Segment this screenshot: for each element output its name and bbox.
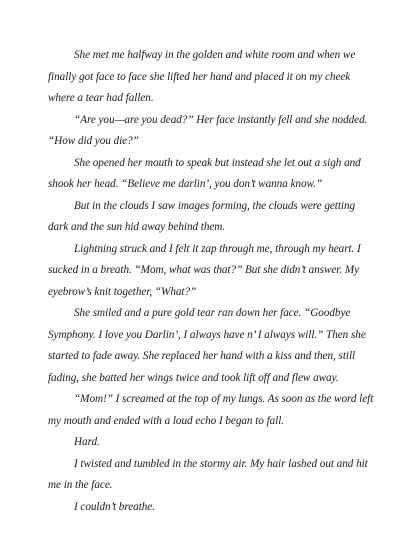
text-line: She smiled and a pure gold tear ran down her face. “Goodbye [74, 307, 351, 319]
text-line: finally got face to face she lifted her hand and placed it on my cheek [48, 70, 351, 83]
text-line: dark and the sun hid away behind them. [48, 221, 226, 233]
text-line: eyebrow’s knit together, “What?” [48, 285, 197, 298]
text-line: started to fade away. She replaced her hand with a kiss and then, still [48, 350, 356, 362]
text-line: “Are you—are you dead?” Her face instantly fell and she nodded. [74, 113, 368, 126]
text-line: where a tear had fallen. [48, 92, 154, 104]
text-line: Symphony. I love you Darlin’, I always have n’ I always will.” Then she [48, 328, 366, 341]
body-text [48, 45, 384, 518]
text-line: shook her head. “Believe me darlin’, you don’t wanna know.” [48, 178, 322, 190]
text-line: Hard. [74, 436, 100, 448]
text-line: But in the clouds I saw images forming, the clouds were getting [74, 199, 356, 212]
text-line: She met me halfway in the golden and white room and when we [74, 49, 356, 61]
text-line: fading, she batted her wings twice and took lift off and flew away. [48, 371, 339, 384]
text-line: Lightning struck and I felt it zap through me, through my heart. I [74, 242, 361, 255]
text-line: She opened her mouth to speak but instead she let out a sigh and [74, 156, 361, 169]
text-line: I twisted and tumbled in the stormy air. My hair lashed out and hit [74, 457, 368, 470]
text-line: sucked in a breath. “Mom, what was that?” But she didn’t answer. My [48, 264, 360, 276]
text-line: “Mom!” I screamed at the top of my lungs. As soon as the word left [74, 393, 374, 405]
text-line: “How did you die?” [48, 135, 139, 147]
text-line: me in the face. [48, 479, 113, 491]
text-line: I couldn’t breathe. [74, 500, 155, 513]
text-line: my mouth and ended with a loud echo I began to fall. [48, 414, 285, 427]
